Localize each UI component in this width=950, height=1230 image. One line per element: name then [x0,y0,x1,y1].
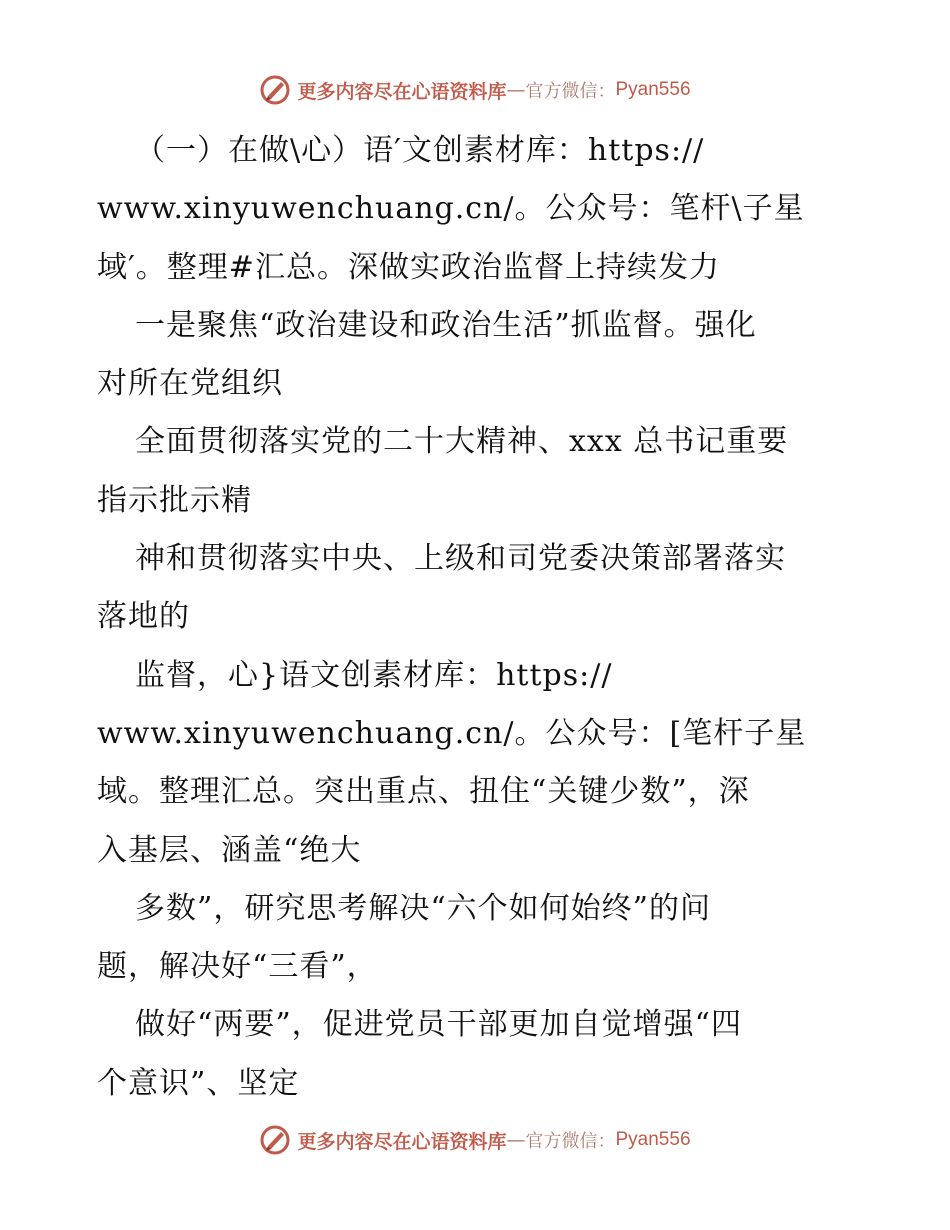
banner-main-text: 更多内容尽在心语资料库 [297,80,507,103]
banner-wechat-id: Pyan556 [615,1129,691,1150]
text-line: 域。整理汇总。突出重点、扭住“关键少数”，深 [97,774,750,810]
document-body [97,122,857,1113]
banner-wechat-id: Pyan556 [615,79,691,100]
banner-dash: — [506,79,526,101]
text-line: 指示批示精 [97,482,252,518]
text-line: www.xinyuwenchuang.cn/。公众号：[笔杆子星 [97,715,807,751]
brand-logo-icon [259,74,291,106]
text-line: 题，解决好“三看”， [97,949,378,985]
banner-dash: — [506,1129,526,1151]
text-line: 监督，心}语文创素材库：https:// [135,657,613,693]
brand-logo-icon [259,1124,291,1156]
header-banner [0,70,950,110]
text-line: 个意识”、坚定 [97,1065,300,1101]
banner-main-text: 更多内容尽在心语资料库 [297,1130,507,1153]
text-line: 落地的 [97,599,190,635]
text-line: （一）在做\心）语′文创素材库：https:// [135,133,705,168]
text-line: 对所在党组织 [97,366,283,402]
text-line: 神和贯彻落实中央、上级和司党委决策部署落实 [135,541,786,577]
text-line: 做好“两要”，促进党员干部更加自觉增强“四 [135,1007,743,1043]
text-line: 多数”，研究思考解决“六个如何始终”的问 [135,890,712,926]
footer-banner [0,1120,950,1160]
text-line: 入基层、涵盖“绝大 [97,832,362,868]
banner-sub-text: 官方微信： [525,81,616,102]
text-line: www.xinyuwenchuang.cn/。公众号：笔杆\子星 [97,191,805,227]
banner-sub-text: 官方微信： [525,1131,616,1152]
text-line: 一是聚焦“政治建设和政治生活”抓监督。强化 [135,307,757,343]
text-line: 域′。整理#汇总。深做实政治监督上持续发力 [97,249,720,285]
text-line: 全面贯彻落实党的二十大精神、xxx 总书记重要 [135,424,789,460]
